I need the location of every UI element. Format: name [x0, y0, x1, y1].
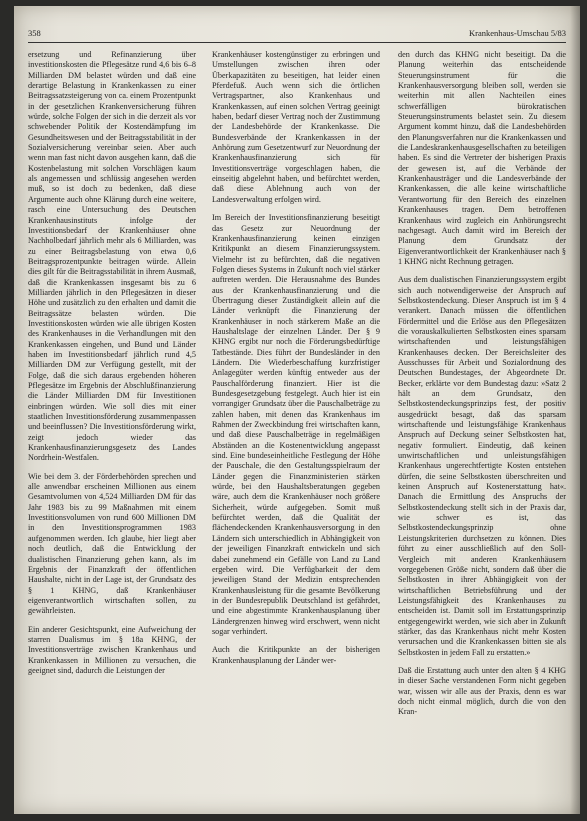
paragraph: Wie bei dem 3. der Förderbehörden sprechen und alle anwendbar erscheinen Millionen aus einem Gesamtvolumen von 4,524 Milliarden DM für das Jahr 1983 bis zu 99 Maßnahmen mit einem Investitionsvolumen von rund 600 Millionen DM in den Investitionsprogrammen 1983 aufgenommen werden. Ich glaube, hier liegt aber noch deutlich, daß die Entwicklung der dualistischen Finanzierung gehen kann, als im Ergebnis der Finanzkraft der öffentlichen Haushalte, nicht in der Lage ist, der Grundsatz des § 1 KHNG, daß Krankenhäuser eigenverantwortlich wirtschaften sollen, zu gewährleisten. [28, 471, 196, 616]
paragraph: Im Bereich der Investitionsfinanzierung beseitigt das Gesetz zur Neuordnung der Krankenhausfinanzierung keinen einzigen Kritikpunkt an diesem Finanzierungssystem. Vielmehr ist zu befürchten, daß die negativen Folgen dieses Systems in Zukunft noch viel stärker auftreten werden. Die Herausnahme des Bundes aus der Krankenhausfinanzierung und die Übertragung dieser Zuständigkeit allein auf die Länder verknüpft die Finanzierung der Krankenhäuser in noch stärkerem Maße an die Haushaltslage der einzelnen Länder. Der § 9 KHNG ergibt nur noch die Förderungsbedürftige Tatbestände. Dies führt der Bundesländer in den Ländern. Die Wiederbeschaffung kurzfristiger Anlagegüter werden künftig entweder aus der Pauschalförderung finanziert. Hier ist die Bundesgesetzgebung festgelegt. Auch hier ist ein vorrangiger Grundsatz über die Pauschalbeträge zu zahlen haben, mit denen das Krankenhaus im Rahmen der Zweckbindung frei wirtschaften kann, und daß diese Pauschalbeträge in regelmäßigen Abständen an die Kostenentwicklung angepasst sind. Eine bundeseinheitliche Festlegung der Höhe der Pauschale, die den Gestaltungsspielraum der Länder gegen die Finanzministerien stärken würde, bei den Haushaltsberatungen gegeben wäre, auch dem die Krankenhäuser noch größere Sicherheit, würde aufgegeben. Somit muß befürchtet werden, daß die Qualität der flächendeckenden Krankenhausversorgung in den Ländern sich unterschiedlich in Abhängigkeit von der jeweiligen Finanzkraft entwickeln und sich dabei zunehmend ein Gefälle von Land zu Land ergeben wird. Die Verfügbarkeit der dem jeweiligen Stand der Medizin entsprechenden Krankenhausleistung für die gesamte Bevölkerung in der Bundesrepublik Deutschland ist gefährdet, und eine abgestimmte Krankenhausplanung über Ländergrenzen hinweg wird erschwert, wenn nicht sogar verhindert. [212, 213, 380, 636]
text-column-2 [212, 50, 380, 810]
paragraph: Ein anderer Gesichtspunkt, eine Aufweichung der starren Dualismus im § 18a KHNG, der Investitionsverträge zwischen Krankenhaus und Krankenkassen in Millionen zu versuchen, die geeignet sind, dadurch die Leistungen der [28, 624, 196, 675]
page-number: 358 [28, 28, 41, 38]
header-rule [28, 42, 566, 43]
running-title: Krankenhaus-Umschau 5/83 [468, 28, 566, 38]
scanned-page [14, 6, 580, 814]
text-column-3 [398, 50, 566, 810]
paragraph: den durch das KHNG nicht beseitigt. Da die Planung weiterhin das entscheidende Steuerungsinstrument für die Krankenhausversorgung bleiben soll, werden sie weiterhin mit allen Nachteilen eines schwerfälligen bürokratischen Steuerungsinstruments belastet sein. Zu diesem Argument kommt hinzu, daß die Landesbehörden den Planungsverfahren nur die Krankenkassen und die Landeskrankenhausgesellschaften zu beteiligen haben. Es sind die Vertreter der bisherigen Praxis der gewesen ist, auf die Verbände der Krankenhausträger und die Landesverbände der Krankenkassen, die alle keine wirtschaftliche Verantwortung für den Bereich des einzelnen Krankenhauses tragen. Dem betroffenen Krankenhaus wird zugleich ein Anhörungsrecht nachgesagt. Auch damit wird im Bereich der Planung dem Grundsatz der Eigenverantwortlichkeit der Krankenhäuser nach § 1 KHNG nicht Rechnung getragen. [398, 50, 566, 266]
binding-shadow [570, 6, 580, 814]
paragraph: Krankenhäuser kostengünstiger zu erbringen und Umstellungen zwischen ihren oder Überkapazitäten zu beseitigen, hat leider einen Pferdefuß. Auch wenn sich die örtlichen Vertragspartner, also Krankenhaus und Krankenkassen, auf einen solchen Vertrag geeinigt haben, bedarf dieser Vertrag noch der Zustimmung der Landesbehörde der Krankenkasse. Die Bundesverbände der Krankenkassen in der Anhörung zum Gesetzentwurf zur Neuordnung der Krankenhausfinanzierung sich für Investitionsverträge vorgeschlagen haben, die einseitig abgelehnt haben, und befürchtet werden, daß diese Ablehnung auch von der Landesverwaltung erfolgen wird. [212, 50, 380, 204]
running-head [28, 28, 566, 40]
text-column-1 [28, 50, 196, 810]
paragraph: Auch die Kritikpunkte an der bisherigen Krankenhausplanung der Länder wer- [212, 645, 380, 665]
paragraph: ersetzung und Refinanzierung über investitionskosten die Pflegesätze rund 4,6 bis 6–8 Milliarden DM belastet würden und daß eine derartige Belastung in Krankenkassen zu einer Beitragssatzsteigerung von ca. einem Prozentpunkt in der gesetzlichen Krankenversicherung führen würde, solche Folgen der sich in die derzeit als vor schwebender Politik der Kostendämpfung im Gesundheitswesen und der Beitragsstabilität in der Sozialversicherung vereinbar seien. Aber auch wenn man fast nicht davon ausgehen kann, daß die Kostenbelastung mit solchen Vorschlägen kaum als angemessen und schlüssig angesehen werden muß, so ist doch zu bedenken, daß diese Argumente auch ohne Klärung durch eine weitere, rasch eine Untersuchung des Deutschen Krankenhausinstituts infolge der Investitionsbedarf der Krankenhäuser ohne Nachholbedarf jährlich mehr als 6 Milliarden, was zu einer Beitragsbelastung von etwa 0,6 Beitragsprozentpunkte beitragen würde. Allein dies gilt für die Beitragsstabilität in ihrem Ausmaß, daß die Krankenkassen insgesamt bis zu 6 Milliarden jährlich in den Pflegesätzen in dieser Höhe und zusätzlich zu den erhalten und damit die Beitragssätze belasten würden. Die Investitionskosten würden wie alle übrigen Kosten des Krankenhauses in die Verhandlungen mit den Krankenkassen eingehen, und Bund und Länder haben im Investitionsbedarf jährlich rund 4,5 Milliarden DM zur Verfügung gestellt, mit der Folge, daß die sich daraus ergebenden höheren Pflegesätze im Ergebnis der Abschlußfinanzierung die Länder Milliarden DM für Investitionen einbringen würden. Wie soll dies mit einer staatlichen Investitionsförderung zusammenpassen und beeinflussen? Die Investitionsförderung wirkt, zeigt jedoch wieder das Krankenhausfinanzierungsgesetz des Landes Nordrhein-Westfalen. [28, 50, 196, 463]
paragraph: Aus dem dualistischen Finanzierungssystem ergibt sich auch notwendigerweise der Anspruch auf Selbstkostendeckung. Dieser Anspruch ist im § 4 verankert. Danach müssen die öffentlichen Fördermittel und die Erlöse aus den Pflegesätzen die vorauskalkulierten Selbstkosten eines sparsam wirtschaftenden und leistungsfähigen Krankenhauses decken. Der Bereichsleiter des Ausschusses für Arbeit und Sozialordnung des Deutschen Bundestages, der Abgeordnete Dr. Becker, erklärte vor dem Bundestag dazu: »Satz 2 hält an dem Grundsatz, den Selbstkostendeckungsprinzips fest, der positiv ausgedrückt besagt, daß das sparsam wirtschaftende und leistungsfähige Krankenhaus Anspruch auf Deckung seiner Selbstkosten hat, negativ formuliert. Eindeutig, daß keinen unwirtschaftlichen und unleistungsfähigen Krankenhaus ungerechtfertigte Kosten entstehen dürfen, die seine Selbstkosten überschreiten und keinen Anspruch auf Kostenerstattung hat«. Danach die Ermittlung des Anspruchs der Selbstkostendeckung stellt sich in der Praxis dar, wie schwer es ist, das Selbstkostendeckungsprinzip ohne Leistungskriterien durchsetzen zu können. Dies führt zu einer ausschließlich auf den Soll-Vergleich mit anderen Krankenhäusern vorgegebenen Größe nicht, sondern daß über die Selbstkosten in ihrer Abhängigkeit von der wirtschaftlichen Betriebsführung und der Leistungsfähigkeit des Krankenhauses zu entscheiden ist. Damit soll im Erstattungsprinzip entgegengewirkt werden, wie sich aber in Zukunft stärker, das das Krankenhaus nicht mehr Kosten verursachen und die Krankenkassen bitten sie als Selbstkosten in jedem Fall zu erstatten.» [398, 275, 566, 657]
paragraph: Daß die Erstattung auch unter den alten § 4 KHG in dieser Sache verstandenen Form nicht gegeben war, wissen wir alle aus der Praxis, denn es war doch nicht einmal möglich, durch die von den Kran- [398, 665, 566, 717]
